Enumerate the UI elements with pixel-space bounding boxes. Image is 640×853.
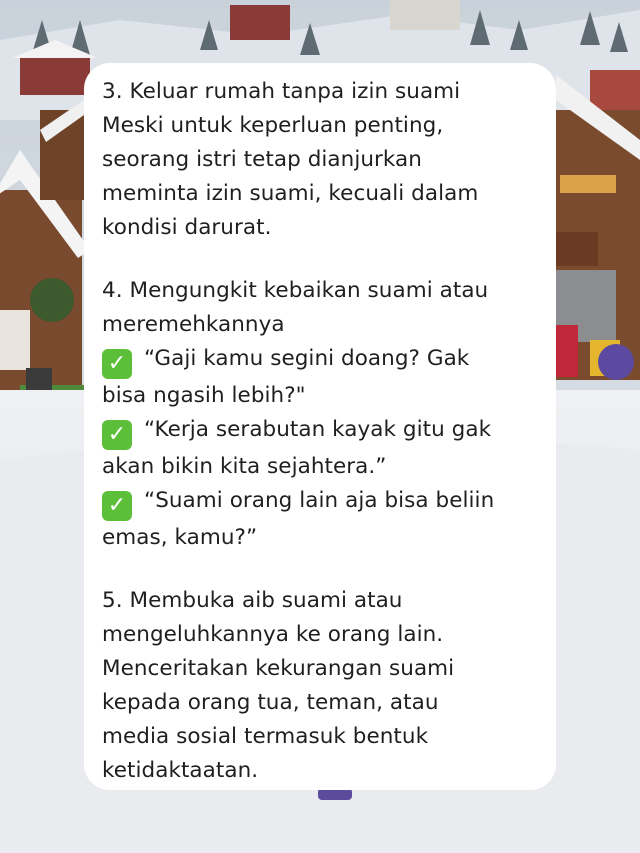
example-1: [102, 342, 538, 379]
section-5-title: mengeluhkannya ke orang lain.: [102, 622, 444, 647]
section-5-body-line: Menceritakan kekurangan suami: [102, 656, 455, 681]
section-3-body-line: Meski untuk keperluan penting,: [102, 113, 444, 138]
section-5-body-line: ketidaktaatan.: [102, 758, 259, 783]
example-2-text: “Kerja serabutan kayak gitu gak: [144, 417, 492, 442]
example-2-cont: akan bikin kita sejahtera.”: [102, 454, 387, 479]
section-4-title: meremehkannya: [102, 312, 285, 337]
section-4-title: 4. Mengungkit kebaikan suami atau: [102, 278, 489, 303]
example-3: [102, 484, 538, 521]
check-mark-button-icon: ✓: [102, 420, 132, 450]
section-5-body-line: kepada orang tua, teman, atau: [102, 690, 439, 715]
section-3-body-line: kondisi darurat.: [102, 215, 272, 240]
example-3-text: “Suami orang lain aja bisa beliin: [144, 488, 495, 513]
section-5-body-line: media sosial termasuk bentuk: [102, 724, 429, 749]
check-mark-button-icon: ✓: [102, 349, 132, 379]
example-1-text: “Gaji kamu segini doang? Gak: [144, 346, 470, 371]
text-card: [84, 63, 556, 790]
section-5-title: 5. Membuka aib suami atau: [102, 588, 403, 613]
section-3-body-line: seorang istri tetap dianjurkan: [102, 147, 422, 172]
section-5: [102, 584, 538, 788]
section-4: [102, 274, 538, 555]
example-3-cont: emas, kamu?”: [102, 525, 258, 550]
section-3-title: 3. Keluar rumah tanpa izin suami: [102, 79, 461, 104]
section-3-body-line: meminta izin suami, kecuali dalam: [102, 181, 479, 206]
example-1-cont: bisa ngasih lebih?": [102, 383, 306, 408]
section-3: [102, 75, 538, 245]
check-mark-button-icon: ✓: [102, 491, 132, 521]
example-2: [102, 413, 538, 450]
